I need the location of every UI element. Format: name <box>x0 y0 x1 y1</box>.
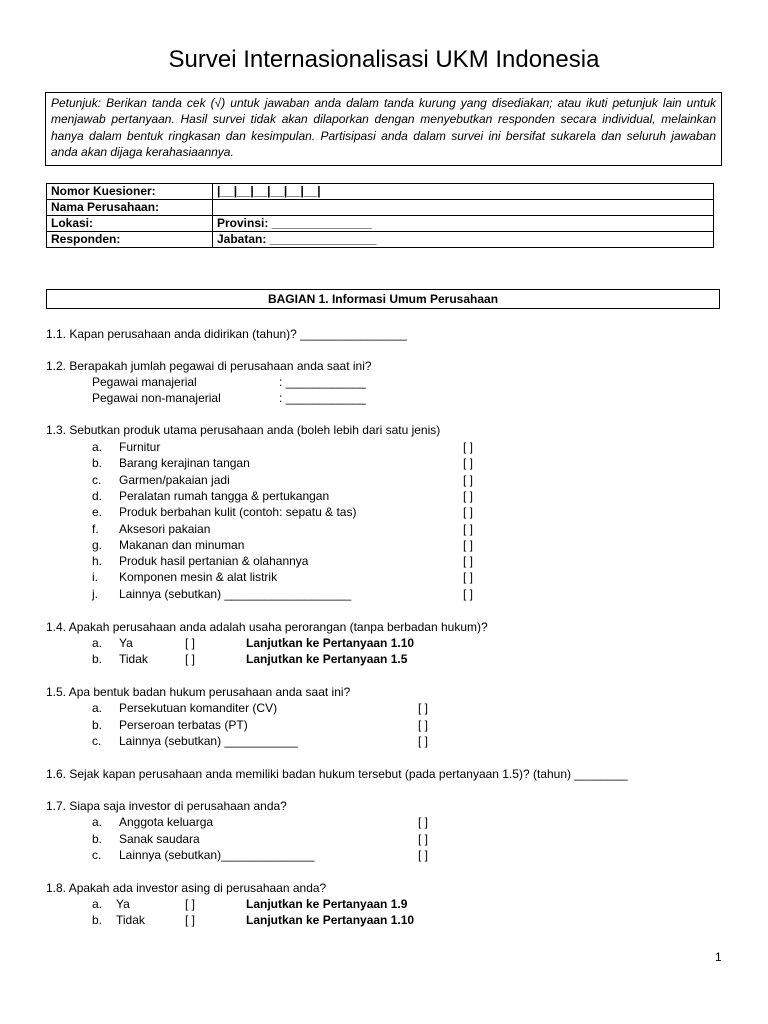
checkbox-bracket[interactable]: [ ] <box>418 717 429 732</box>
option-label: Persekutuan komanditer (CV) <box>119 701 278 715</box>
instruction-box: Petunjuk: Berikan tanda cek (√) untuk jawaban anda dalam tanda kurung yang disediakan; atau ikuti petunjuk lain untuk menjawab pertanyaan. Hasil survei tidak akan dilaporkan dengan menyebutkan responden secara individual, melainkan hanya dalam bentuk ringkasan dan kesimpulan. Partisipasi anda dalam survei ini bersifat sukarela dan seluruh jawaban anda akan dijaga kerahasiaannya. <box>45 92 722 166</box>
option-label: Lainnya (sebutkan) ___________ <box>119 734 298 748</box>
option-letter: i. <box>92 570 98 585</box>
question-1-6: 1.6. Sejak kapan perusahaan anda memiliki badan hukum tersebut (pada pertanyaan 1.5)? (tahun) ________ <box>46 767 628 781</box>
option-label: Produk hasil pertanian & olahannya <box>119 554 309 569</box>
option-letter: c. <box>92 472 102 487</box>
checkbox-bracket[interactable]: [ ] <box>418 734 429 748</box>
provinsi-field[interactable]: Provinsi: _______________ <box>213 216 714 232</box>
option-label: Pegawai non-manajerial <box>92 391 221 405</box>
responden-label: Responden: <box>47 232 213 248</box>
checkbox-bracket[interactable]: [ ] <box>418 815 429 829</box>
checkbox-bracket[interactable]: [ ] <box>418 848 429 862</box>
option-letter: b. <box>92 652 103 666</box>
option-letter: a. <box>92 440 103 454</box>
option-letter: c. <box>92 848 102 862</box>
checkbox-bracket[interactable]: [ ] <box>463 521 474 536</box>
checkbox-bracket[interactable]: [ ] <box>463 488 474 503</box>
option-label: Tidak <box>119 652 148 666</box>
option-letter: a. <box>92 701 103 715</box>
question-1-8: 1.8. Apakah ada investor asing di perusahaan anda? <box>46 881 327 895</box>
nomor-kuesioner-field[interactable]: |__|__|__|__|__|__| <box>213 184 714 200</box>
option-letter: a. <box>92 636 103 650</box>
option-label: Makanan dan minuman <box>119 537 245 552</box>
option-label: Peralatan rumah tangga & pertukangan <box>119 488 330 503</box>
option-label: Produk berbahan kulit (contoh: sepatu & tas) <box>119 505 357 520</box>
skip-instruction: Lanjutkan ke Pertanyaan 1.10 <box>246 913 415 927</box>
option-letter: e. <box>92 505 103 520</box>
option-label: Garmen/pakaian jadi <box>119 472 230 487</box>
question-1-4: 1.4. Apakah perusahaan anda adalah usaha perorangan (tanpa berbadan hukum)? <box>46 620 488 634</box>
checkbox-bracket[interactable]: [ ] <box>463 554 474 569</box>
nama-perusahaan-field[interactable] <box>213 200 714 216</box>
option-letter: a. <box>92 897 103 911</box>
option-label: Pegawai manajerial <box>92 375 197 389</box>
question-1-2: 1.2. Berapakah jumlah pegawai di perusahaan anda saat ini? <box>46 359 372 373</box>
option-label: Furnitur <box>119 440 161 454</box>
checkbox-bracket[interactable]: [ ] <box>185 897 196 911</box>
option-letter: b. <box>92 456 103 471</box>
table-row <box>47 184 714 200</box>
nomor-kuesioner-label: Nomor Kuesioner: <box>47 184 213 200</box>
option-label: Tidak <box>116 913 145 927</box>
page-number: 1 <box>715 950 722 964</box>
option-letter: j. <box>92 586 98 601</box>
skip-instruction: Lanjutkan ke Pertanyaan 1.5 <box>246 652 408 666</box>
checkbox-bracket[interactable]: [ ] <box>185 913 196 927</box>
option-label: Lainnya (sebutkan) ___________________ <box>119 586 352 601</box>
option-letter: f. <box>92 521 99 536</box>
page-title: Survei Internasionalisasi UKM Indonesia <box>168 46 600 73</box>
table-row <box>47 216 714 232</box>
option-label: Ya <box>119 636 133 650</box>
option-letter: a. <box>92 815 103 829</box>
pegawai-manajerial-field[interactable]: : ____________ <box>279 375 366 389</box>
lokasi-label: Lokasi: <box>47 216 213 232</box>
option-label: Lainnya (sebutkan)______________ <box>119 848 315 862</box>
option-label: Komponen mesin & alat listrik <box>119 570 278 585</box>
checkbox-bracket[interactable]: [ ] <box>463 586 474 601</box>
checkbox-bracket[interactable]: [ ] <box>185 652 196 666</box>
checkbox-bracket[interactable]: [ ] <box>463 570 474 585</box>
question-1-1: 1.1. Kapan perusahaan anda didirikan (tahun)? ________________ <box>46 327 407 341</box>
option-label: Anggota keluarga <box>119 815 214 829</box>
option-label: Ya <box>116 897 130 911</box>
checkbox-bracket[interactable]: [ ] <box>418 701 429 715</box>
section-header: BAGIAN 1. Informasi Umum Perusahaan <box>46 289 720 309</box>
option-letter: c. <box>92 734 102 748</box>
nama-perusahaan-label: Nama Perusahaan: <box>47 200 213 216</box>
respondent-info-table <box>46 183 714 248</box>
checkbox-bracket[interactable]: [ ] <box>463 440 474 454</box>
checkbox-bracket[interactable]: [ ] <box>463 537 474 552</box>
question-1-7: 1.7. Siapa saja investor di perusahaan anda? <box>46 799 287 813</box>
option-letter: b. <box>92 717 103 732</box>
checkbox-bracket[interactable]: [ ] <box>463 456 474 471</box>
question-1-3: 1.3. Sebutkan produk utama perusahaan anda (boleh lebih dari satu jenis) <box>46 423 441 437</box>
option-label: Aksesori pakaian <box>119 521 211 536</box>
option-letter: h. <box>92 554 103 569</box>
option-letter: b. <box>92 913 103 927</box>
option-label: Perseroan terbatas (PT) <box>119 717 248 732</box>
option-label: Barang kerajinan tangan <box>119 456 250 471</box>
question-1-5: 1.5. Apa bentuk badan hukum perusahaan anda saat ini? <box>46 685 351 699</box>
option-letter: d. <box>92 488 103 503</box>
pegawai-non-manajerial-field[interactable]: : ____________ <box>279 391 366 405</box>
checkbox-bracket[interactable]: [ ] <box>418 831 429 846</box>
table-row <box>47 232 714 248</box>
table-row <box>47 200 714 216</box>
option-letter: b. <box>92 831 103 846</box>
checkbox-bracket[interactable]: [ ] <box>185 636 196 650</box>
option-letter: g. <box>92 537 103 552</box>
checkbox-bracket[interactable]: [ ] <box>463 472 474 487</box>
jabatan-field[interactable]: Jabatan: ________________ <box>213 232 714 248</box>
skip-instruction: Lanjutkan ke Pertanyaan 1.10 <box>246 636 415 650</box>
checkbox-bracket[interactable]: [ ] <box>463 505 474 520</box>
option-label: Sanak saudara <box>119 831 200 846</box>
skip-instruction: Lanjutkan ke Pertanyaan 1.9 <box>246 897 408 911</box>
